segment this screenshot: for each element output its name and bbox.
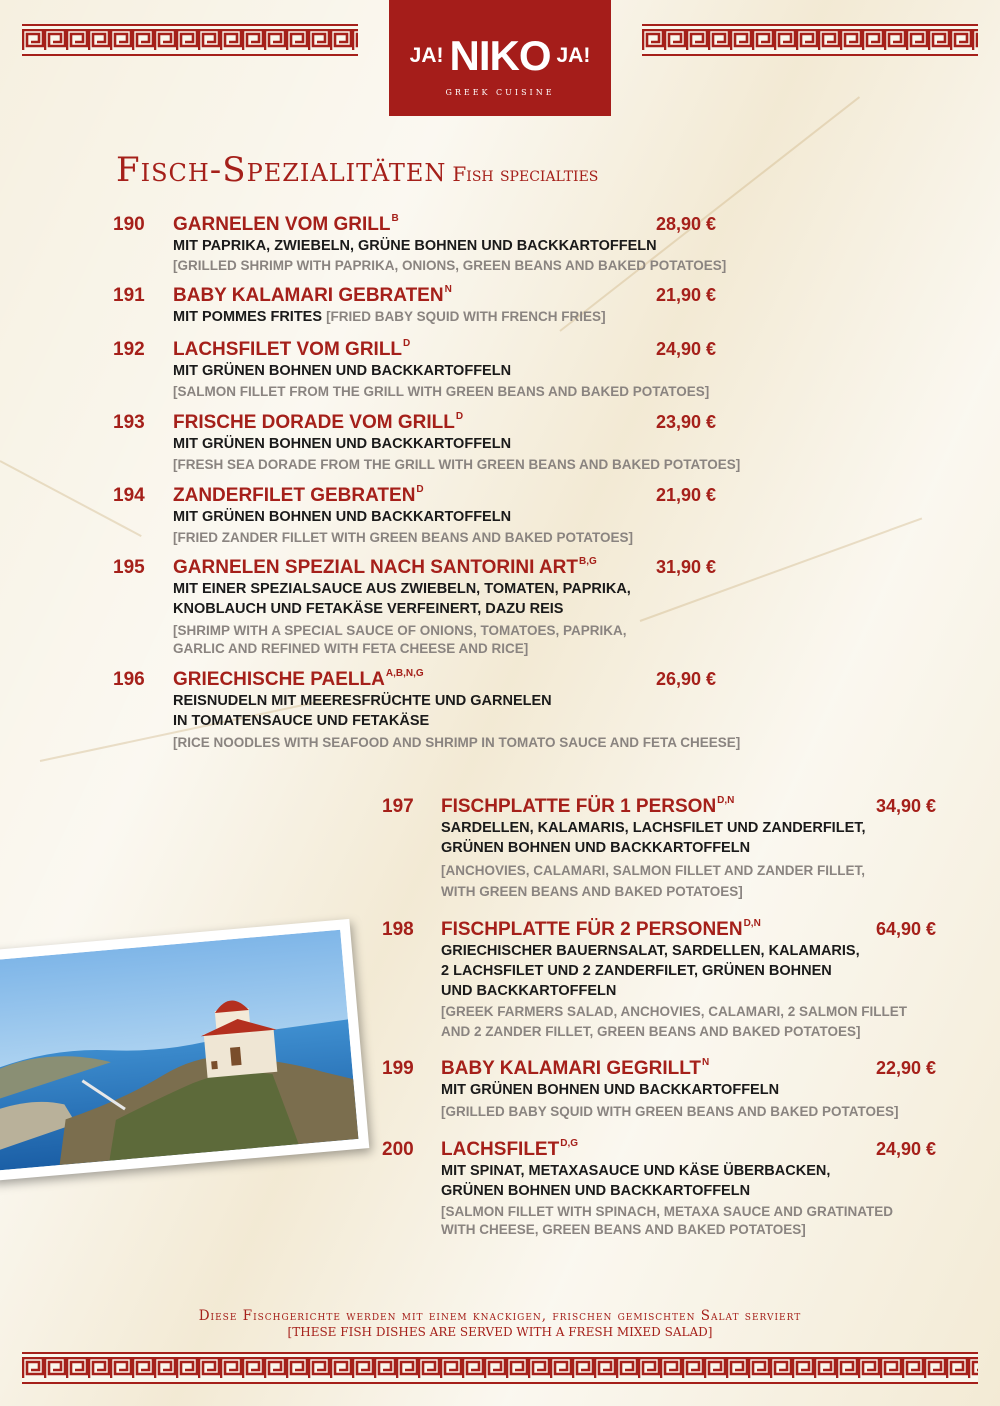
item-translation: [SALMON FILLET WITH SPINACH, METAXA SAUCE AND GRATINATED WITH CHEESE, GREEN BEANS AND BAKED POTATOES] — [441, 1204, 893, 1237]
item-name: FISCHPLATTE FÜR 2 $PERSONEN^{D,N}$ — [441, 918, 761, 940]
page-title — [116, 150, 598, 190]
menu-item-200 — [382, 1139, 962, 1243]
allergen-codes: D,G — [560, 1138, 578, 1149]
item-price: 31,90 € — [656, 557, 717, 577]
item-description: MIT EINER SPEZIALSAUCE AUS ZWIEBELN, TOMATEN, PAPRIKA, KNOBLAUCH UND FETAKÄSE VERFEINERT, DAZU REIS [SHRIMP WITH A SPECIAL SAUCE OF ONIONS, TOMATOES, PAPRIKA, GARLIC AND REFINED WITH FETA CHEESE AND RICE] — [173, 581, 631, 656]
item-translation: [FRIED ZANDER FILLET WITH GREEN BEANS AND BAKED POTATOES] — [173, 530, 633, 545]
allergen-codes: B — [391, 213, 399, 224]
item-number: 190 — [113, 214, 145, 235]
item-description: MIT GRÜNEN BOHNEN UND BACKKARTOFFELN [SALMON FILLET FROM THE GRILL WITH GREEN BEANS AND BAKED POTATOES] — [173, 361, 709, 402]
item-description: MIT GRÜNEN BOHNEN UND BACKKARTOFFELN [FRESH SEA DORADE FROM THE GRILL WITH GREEN BEANS AND BAKED POTATOES] — [173, 434, 740, 475]
item-number: 200 — [382, 1139, 414, 1160]
allergen-codes: D — [416, 484, 424, 495]
logo-tagline: GREEK CUISINE — [445, 88, 555, 97]
menu-item-196 — [113, 668, 741, 753]
logo-ja-left: JA! — [409, 44, 444, 67]
item-translation: [SALMON FILLET FROM THE GRILL WITH GREEN BEANS AND BAKED POTATOES] — [173, 384, 710, 399]
greek-key-border-top-left — [22, 24, 358, 56]
item-price: 34,90 € — [876, 796, 937, 816]
item-translation: [GRILLED BABY SQUID WITH GREEN BEANS AND BAKED POTATOES] — [441, 1104, 899, 1119]
restaurant-logo — [389, 0, 611, 116]
item-price: 28,90 € — [656, 214, 717, 234]
item-name: $LACHSFILET^{D,G}$ — [441, 1138, 578, 1160]
item-name: LACHSFILET VOM $GRILL^D$ — [173, 338, 411, 360]
menu-item-197 — [382, 796, 962, 900]
greek-key-border-bottom — [22, 1352, 978, 1384]
item-number: 193 — [113, 412, 145, 433]
menu-item-198 — [382, 919, 962, 1043]
footer-note — [0, 1308, 1000, 1339]
item-description: GRIECHISCHER BAUERNSALAT, SARDELLEN, KALAMARIS, 2 LACHSFILET UND 2 ZANDERFILET, GRÜNEN BOHNEN UND BACKKARTOFFELN [GREEK FARMERS SALAD, ANCHOVIES, CALAMARI, 2 SALMON FILLET AND 2 ZANDER FILLET, GREEN BEANS AND BAKED POTATOES] — [441, 941, 907, 1042]
item-number: 194 — [113, 485, 145, 506]
item-name: GARNELEN VOM $GRILL^B$ — [173, 213, 399, 235]
item-number: 196 — [113, 669, 145, 690]
item-description: MIT SPINAT, METAXASAUCE UND KÄSE ÜBERBACKEN, GRÜNEN BOHNEN UND BACKKARTOFFELN [SALMON FILLET WITH SPINACH, METAXA SAUCE AND GRATINATED WITH CHEESE, GREEN BEANS AND BAKED POTATOES] — [441, 1163, 893, 1237]
item-translation: [ANCHOVIES, CALAMARI, SALMON FILLET AND ZANDER FILLET, WITH GREEN BEANS AND BAKED POTATOES] — [441, 863, 865, 899]
item-name: FRISCHE DORADE VOM $GRILL^D$ — [173, 411, 464, 433]
item-description: MIT GRÜNEN BOHNEN UND BACKKARTOFFELN [FRIED ZANDER FILLET WITH GREEN BEANS AND BAKED POTATOES] — [173, 507, 633, 548]
item-price: 22,90 € — [876, 1058, 937, 1078]
item-name: BABY KALAMARI $GEGRILLT^N$ — [441, 1057, 710, 1079]
item-number: 199 — [382, 1058, 414, 1079]
item-price: 21,90 € — [656, 285, 717, 305]
footer-note-en: [THESE FISH DISHES ARE SERVED WITH A FRESH MIXED SALAD] — [287, 1325, 713, 1339]
item-number: 195 — [113, 557, 145, 578]
item-name: BABY KALAMARI $GEBRATEN^N$ — [173, 284, 452, 306]
item-price: 24,90 € — [876, 1139, 937, 1159]
allergen-codes: N — [444, 284, 452, 295]
menu-item-191 — [113, 285, 733, 329]
item-description: SARDELLEN, KALAMARIS, LACHSFILET UND ZANDERFILET, GRÜNEN BOHNEN UND BACKKARTOFFELN [ANCHOVIES, CALAMARI, SALMON FILLET AND ZANDER FILLET, WITH GREEN BEANS AND BAKED POTATOES] — [441, 818, 866, 902]
item-number: 198 — [382, 919, 414, 940]
item-price: 24,90 € — [656, 339, 717, 359]
allergen-codes: D,N — [743, 918, 761, 929]
menu-item-195 — [113, 557, 733, 661]
item-name: GARNELEN SPEZIAL NACH SANTORINI $ART^{B,G}$ — [173, 556, 597, 578]
allergen-codes: N — [702, 1057, 710, 1068]
allergen-codes: D — [403, 338, 411, 349]
greek-key-border-top-right — [642, 24, 978, 56]
menu-item-194 — [113, 485, 733, 547]
allergen-codes: B,G — [579, 556, 597, 567]
landscape-illustration — [0, 930, 358, 1171]
allergen-codes: D,N — [717, 795, 735, 806]
footer-note-de: Diese Fischgerichte werden mit einem knackigen, frischen gemischten Salat serviert — [198, 1308, 802, 1324]
item-name: FISCHPLATTE FÜR 1 $PERSON^{D,N}$ — [441, 795, 735, 817]
item-translation: [RICE NOODLES WITH SEAFOOD AND SHRIMP IN TOMATO SAUCE AND FETA CHEESE] — [173, 735, 741, 750]
menu-item-193 — [113, 411, 741, 474]
greek-island-church-photo — [0, 919, 369, 1181]
item-price: 23,90 € — [656, 412, 717, 432]
allergen-codes: D — [455, 411, 464, 422]
logo-brand: NIKO — [449, 32, 551, 79]
item-number: 192 — [113, 339, 145, 360]
item-price: 64,90 € — [876, 919, 937, 939]
page-title-en: Fish specialties — [452, 162, 599, 186]
item-description: MIT POMMES FRITES [FRIED BABY SQUID WITH FRENCH FRIES] — [173, 309, 606, 325]
menu-item-190 — [113, 214, 733, 276]
item-description: MIT GRÜNEN BOHNEN UND BACKKARTOFFELN [GRILLED BABY SQUID WITH GREEN BEANS AND BAKED POTATOES] — [441, 1080, 899, 1122]
item-price: 26,90 € — [656, 669, 717, 689]
menu-item-192 — [113, 339, 733, 401]
item-name: ZANDERFILET $GEBRATEN^D$ — [173, 484, 424, 506]
item-description: REISNUDELN MIT MEERESFRÜCHTE UND GARNELEN IN TOMATENSAUCE UND FETAKÄSE [RICE NOODLES WITH SEAFOOD AND SHRIMP IN TOMATO SAUCE AND FETA CHEESE] — [173, 691, 740, 753]
item-number: 197 — [382, 796, 414, 817]
menu-item-199 — [382, 1058, 962, 1122]
item-name: GRIECHISCHE $PAELLA^{A,B,N,G}$ — [173, 668, 424, 690]
item-translation: [SHRIMP WITH A SPECIAL SAUCE OF ONIONS, TOMATOES, PAPRIKA, GARLIC AND REFINED WITH FETA CHEESE AND RICE] — [173, 623, 627, 656]
page-title-de: Fisch-Spezialitäten — [116, 150, 447, 190]
item-translation: [GREEK FARMERS SALAD, ANCHOVIES, CALAMARI, 2 SALMON FILLET AND 2 ZANDER FILLET, GREEN BEANS AND BAKED POTATOES] — [441, 1004, 908, 1039]
item-translation: [FRESH SEA DORADE FROM THE GRILL WITH GREEN BEANS AND BAKED POTATOES] — [173, 457, 741, 472]
logo-ja-right: JA! — [556, 44, 591, 67]
item-translation: [FRIED BABY SQUID WITH FRENCH FRIES] — [326, 309, 606, 324]
allergen-codes: A,B,N,G — [385, 668, 424, 679]
item-description: MIT PAPRIKA, ZWIEBELN, GRÜNE BOHNEN UND BACKKARTOFFELN [GRILLED SHRIMP WITH PAPRIKA, ONIONS, GREEN BEANS AND BAKED POTATOES] — [173, 236, 726, 276]
item-number: 191 — [113, 285, 145, 306]
item-translation: [GRILLED SHRIMP WITH PAPRIKA, ONIONS, GREEN BEANS AND BAKED POTATOES] — [173, 258, 727, 273]
item-price: 21,90 € — [656, 485, 717, 505]
